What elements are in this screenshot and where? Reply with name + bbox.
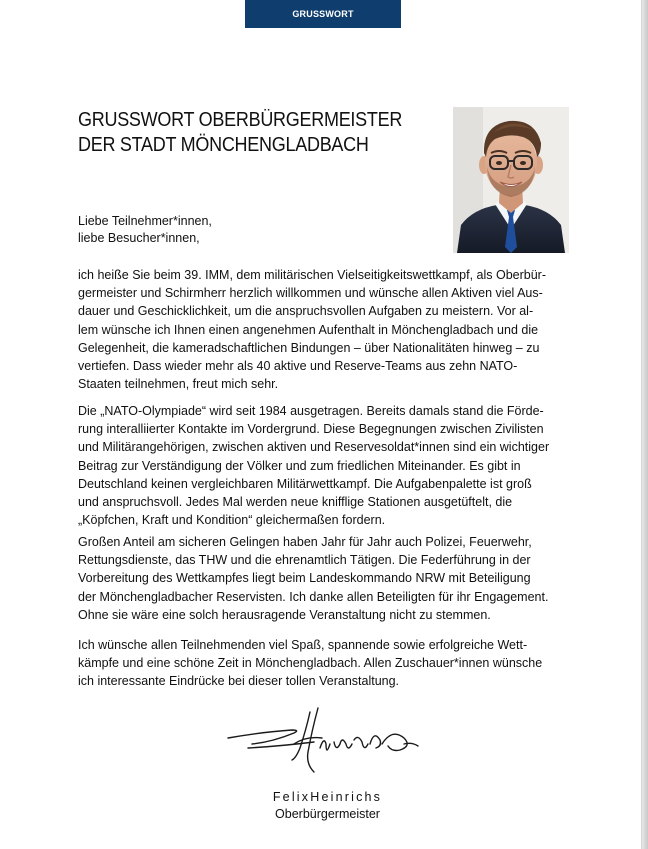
text-line: und Militärangehörigen, zwischen aktiven und Reservesoldat*innen sind ein wichtiger	[78, 440, 550, 455]
page-title-line-2: DER STADT MÖNCHENGLADBACH	[78, 134, 369, 156]
signature-icon	[222, 700, 422, 780]
text-line: Großen Anteil am sicheren Gelingen haben Jahr für Jahr auch Polizei, Feuerwehr,	[78, 535, 532, 549]
salutation-line-1: Liebe Teilnehmer*innen,	[78, 214, 212, 228]
text-line: Beitrag zur Verständigung der Völker und zum friedlichen Miteinander. Es gibt in	[78, 458, 521, 473]
text-line: rung interalliierter Kontakte im Vordergrund. Diese Begegnungen zwischen Zivilisten	[78, 422, 544, 437]
signatory-role: Oberbürgermeister	[275, 807, 380, 821]
portrait-photo	[453, 107, 569, 253]
paragraph-4	[78, 636, 578, 691]
text-line: Gelegenheit, die kameradschaftlichen Bindungen – über Nationalitäten hinweg – zu	[78, 340, 540, 355]
text-line: Deutschland keinen vergleichbaren Militärwettkampf. Die Aufgabenpalette ist groß	[78, 476, 532, 491]
salutation-line-2: liebe Besucher*innen,	[78, 231, 200, 245]
text-line: vertiefen. Dass wieder mehr als 40 aktive und Reserve-Teams aus zehn NATO-	[78, 359, 518, 374]
text-line: lem wünsche ich Ihnen einen angenehmen Aufenthalt in Mönchengladbach und die	[78, 322, 539, 337]
page-title-line-1: GRUSSWORT OBERBÜRGERMEISTER	[78, 109, 403, 131]
text-line: Ohne sie wäre eine solch herausragende Veranstaltung nicht zu stemmen.	[78, 607, 491, 622]
text-line: „Köpfchen, Kraft und Kondition“ gleichermaßen fordern.	[78, 513, 386, 528]
text-line: Die „NATO-Olympiade“ wird seit 1984 ausgetragen. Bereits damals stand die Förde-	[78, 404, 544, 418]
paragraph-2	[78, 402, 578, 529]
text-line: Ich wünsche allen Teilnehmenden viel Spaß, spannende sowie erfolgreiche Wett-	[78, 638, 528, 652]
text-line: kämpfe und eine schöne Zeit in Mönchengladbach. Allen Zuschauer*innen wünsche	[78, 656, 543, 671]
section-header-tab: GRUSSWORT	[245, 0, 401, 28]
text-line: ich heiße Sie beim 39. IMM, dem militärischen Vielseitigkeitswettkampf, als Oberbür-	[78, 268, 546, 282]
paragraph-3	[78, 533, 578, 624]
text-line: der Mönchengladbacher Reservisten. Ich danke allen Beteiligten für ihr Engagement.	[78, 589, 549, 604]
page-edge-shadow	[642, 0, 648, 849]
text-line: dauer und Geschicklichkeit, um die anspruchsvollen Aufgaben zu meistern. Vor al-	[78, 304, 534, 319]
signature-drawing	[222, 700, 422, 780]
text-line: germeister und Schirmherr herzlich willkommen und wünsche allen Aktiven viel Aus-	[78, 286, 543, 301]
text-line: ich interessante Eindrücke bei dieser tollen Veranstaltung.	[78, 674, 400, 689]
signatory-name: FelixHeinrichs	[272, 790, 383, 804]
text-line: Staaten teilnehmen, freut mich sehr.	[78, 377, 279, 392]
salutation	[78, 213, 212, 247]
text-line: und anspruchsvoll. Jedes Mal werden neue knifflige Stationen ausgetüftelt, die	[78, 495, 513, 510]
text-line: Vorbereitung des Wettkampfes liegt beim Landeskommando NRW mit Beteiligung	[78, 571, 531, 586]
page-title	[78, 108, 403, 158]
portrait-illustration	[453, 107, 569, 253]
paragraph-1	[78, 266, 578, 393]
text-line: Rettungsdienste, das THW und die ehrenamtlich Tätigen. Die Federführung in der	[78, 553, 531, 568]
